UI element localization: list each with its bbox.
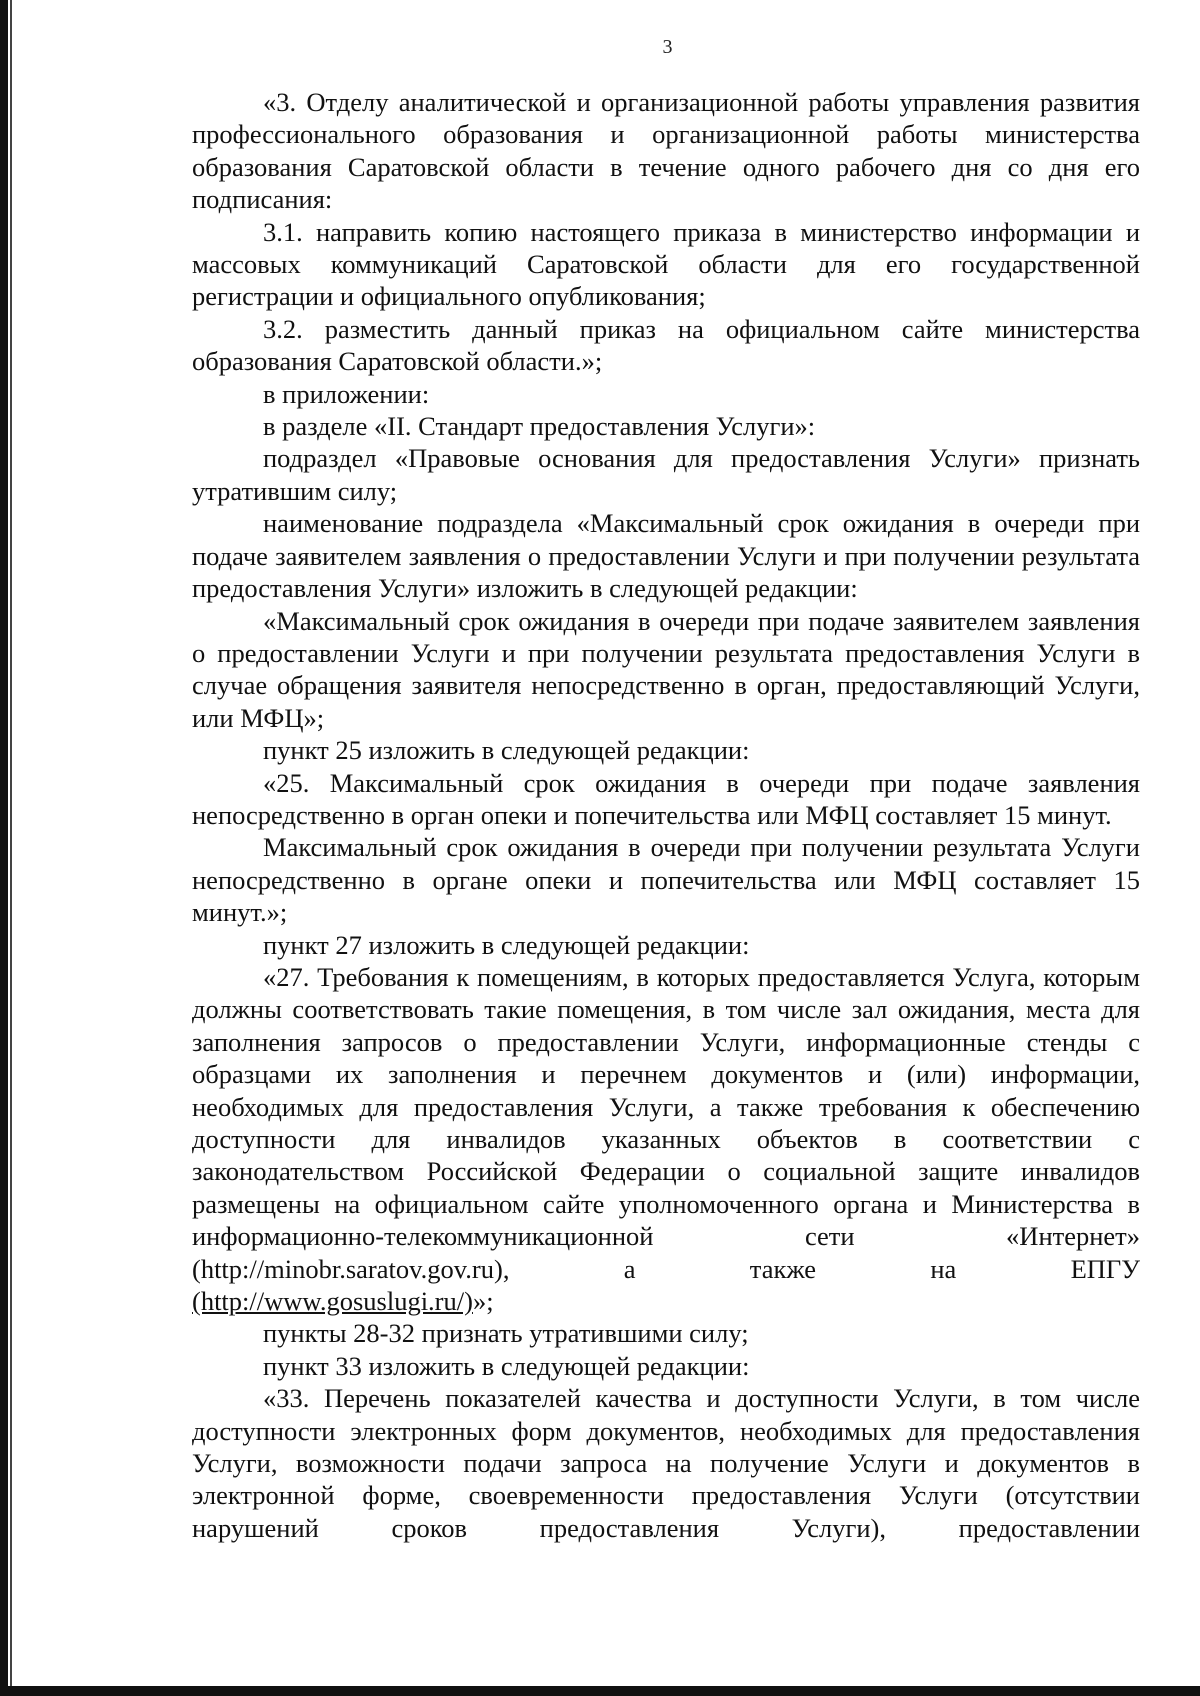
paragraph-item-3: «3. Отделу аналитической и организационной работы управления развития профессионального образования и организационной работы министерства образования Саратовской области в течение одного рабочего дня со дня его подписания:	[192, 87, 1140, 215]
paragraph-subsection-name: наименование подраздела «Максимальный срок ожидания в очереди при подаче заявителем заявления о предоставлении Услуги и при получении результата предоставления Услуги» изложить в следующей редакции:	[192, 508, 1140, 604]
paragraph-legal-basis: подраздел «Правовые основания для предоставления Услуги» признать утратившим силу;	[192, 443, 1140, 506]
paragraph-point-25-intro: пункт 25 изложить в следующей редакции:	[263, 735, 750, 766]
paragraph-subsection-new-title: «Максимальный срок ожидания в очереди при подаче заявителем заявления о предоставлении Услуги и при получении результата предоставления Услуги в случае обращения заявителя непосредственно в орган, предоставляющий Услуги, или МФЦ»;	[192, 605, 1140, 733]
document-body	[192, 86, 1140, 1544]
page-number: 3	[662, 36, 673, 58]
paragraph-point-27-intro: пункт 27 изложить в следующей редакции:	[263, 929, 750, 960]
link-suffix: »;	[472, 1286, 494, 1317]
scan-left-edge	[0, 0, 8, 1696]
gosuslugi-link[interactable]: (http://www.gosuslugi.ru/)	[192, 1286, 473, 1317]
paragraph-item-3-2: 3.2. разместить данный приказ на официальном сайте министерства образования Саратовской области.»;	[192, 313, 1140, 377]
paragraph-point-33-text: «33. Перечень показателей качества и доступности Услуги, в том числе доступности электронных форм документов, необходимых для предоставления Услуги, возможности подачи запроса на получение Услуги и документов в электронной форме, своевременности предоставления Услуги (отсутствии нарушений сроков предоставления Услуги), предоставлении	[192, 1383, 1140, 1543]
paragraph-point-25-text-2: Максимальный срок ожидания в очереди при получении результата Услуги непосредственно в органе опеки и попечительства или МФЦ составляет 15 минут.»;	[192, 832, 1140, 928]
paragraph-point-33-intro: пункт 33 изложить в следующей редакции:	[263, 1350, 750, 1381]
paragraph-point-27-text: «27. Требования к помещениям, в которых предоставляется Услуга, которым должны соответствовать такие помещения, в том числе зал ожидания, места для заполнения запросов о предоставлении Услуги, информационные стенды с образцами их заполнения и перечнем документов и (или) информации, необходимых для предоставления Услуги, а также требования к обеспечению доступности для инвалидов указанных объектов в соответствии с законодательством Российской Федерации о социальной защите инвалидов размещены на официальном сайте уполномоченного органа и Министерства в информационно-телекоммуникационной сети «Интернет» (http://minobr.saratov.gov.ru), а также на ЕПГУ	[192, 961, 1140, 1284]
paragraph-in-appendix: в приложении:	[263, 378, 430, 409]
paragraph-points-28-32: пункты 28-32 признать утратившими силу;	[263, 1318, 749, 1349]
paragraph-section-2: в разделе «II. Стандарт предоставления Услуги»:	[263, 411, 816, 442]
scan-bottom-edge	[0, 1686, 1200, 1696]
paragraph-point-25-text: «25. Максимальный срок ожидания в очереди при подаче заявления непосредственно в орган опеки и попечительства или МФЦ составляет 15 минут.	[192, 767, 1140, 830]
paragraph-item-3-1: 3.1. направить копию настоящего приказа в министерство информации и массовых коммуникаций Саратовской области для его государственной регистрации и официального опубликования;	[192, 216, 1140, 312]
scan-left-edge-line	[10, 0, 12, 1696]
paragraph-point-27-link-line	[192, 1285, 1140, 1317]
